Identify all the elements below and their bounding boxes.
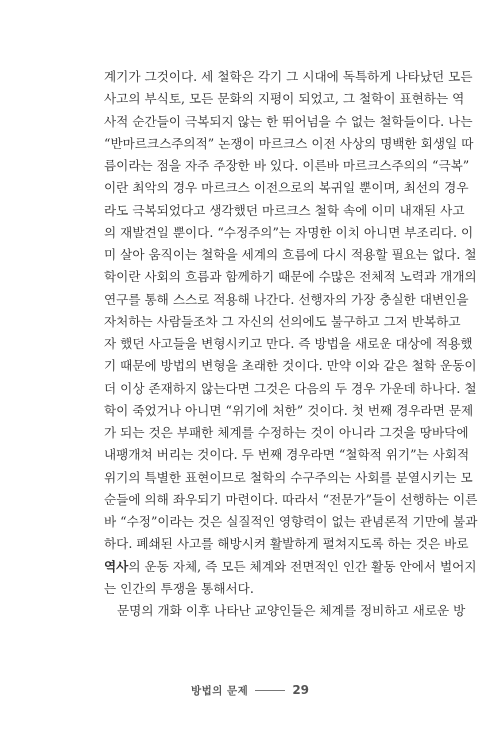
text-line-5: 름이라는 점을 자주 주장한 바 있다. 이른바 마르크스주의의 “극복”	[104, 158, 470, 173]
text-line-16: 학이 죽었거나 아니면 “위기에 처한” 것이다. 첫 번째 경우라면 문제	[104, 402, 474, 418]
text-line-20: 순들에 의해 좌우되기 마련이다. 따라서 “전문가”들이 선행하는 이른	[104, 491, 478, 507]
text-line-10: 학이란 사회의 흐름과 함께하기 때문에 수많은 전체적 노력과 개개의	[104, 269, 477, 285]
text-line-21: 바 “수정”이라는 것은 실질적인 영향력이 없는 관념론적 기만에 불과	[104, 514, 478, 529]
text-line-14: 기 때문에 방법의 변형을 초래한 것이다. 만약 이와 같은 철학 운동이	[104, 358, 477, 374]
text-line-23-rest: 의 운동 자체, 즉 모든 체계와 전면적인 인간 활동 안에서 벌어지	[128, 558, 477, 574]
text-line-2: 사고의 부식토, 모든 문화의 지평이 되었고, 그 철학이 표현하는 역	[104, 91, 465, 107]
text-line-7: 라도 극복되었다고 생각했던 마르크스 철학 속에 이미 내재된 사고	[104, 202, 465, 218]
text-line-4: “반마르크스주의적” 논쟁이 마르크스 이전 사상의 명백한 회생일 따	[104, 135, 474, 151]
text-line-1: 계기가 그것이다. 세 철학은 각기 그 시대에 독특하게 나타났던 모든	[104, 69, 473, 84]
text-line-11: 연구를 통해 스스로 적용해 나간다. 선행자의 가장 충실한 대변인을	[104, 291, 469, 307]
text-line-18: 내팽개쳐 버리는 것이다. 두 번째 경우라면 “철학적 위기”는 사회적	[104, 447, 470, 463]
footer-rule	[255, 690, 285, 691]
text-line-12: 자처하는 사람들조차 그 자신의 선의에도 불구하고 그저 반복하고	[104, 313, 461, 329]
emphasized-word: 역사	[104, 558, 129, 574]
text-line-6: 이란 최악의 경우 마르크스 이전으로의 복귀일 뿐이며, 최선의 경우	[104, 180, 469, 196]
page-number: 29	[292, 683, 310, 697]
text-line-19: 위기의 특별한 표현이므로 철학의 수구주의는 사회를 분열시키는 모	[104, 469, 473, 485]
body-text	[104, 66, 478, 622]
text-line-22: 하다. 폐쇄된 사고를 해방시켜 활발하게 펼쳐지도록 하는 것은 바로	[104, 536, 469, 552]
text-line-3: 사적 순간들이 극복되지 않는 한 뛰어넘을 수 없는 철학들이다. 나는	[104, 113, 473, 129]
text-line-9: 미 살아 움직이는 철학을 세계의 흐름에 다시 적용할 필요는 없다. 철	[104, 247, 477, 262]
text-line-15: 더 이상 존재하지 않는다면 그것은 다음의 두 경우 가운데 하나다. 철	[104, 380, 477, 396]
text-line-24: 는 인간의 투쟁을 통해서다.	[104, 580, 254, 596]
running-title: 방법의 문제	[190, 685, 249, 697]
text-line-25: 문명의 개화 이후 나타난 교양인들은 체계를 정비하고 새로운 방	[117, 603, 466, 618]
text-line-8: 의 재발견일 뿐이다. “수정주의”는 자명한 이치 아니면 부조리다. 이	[104, 224, 474, 240]
text-line-17: 가 되는 것은 부패한 체계를 수정하는 것이 아니라 그것을 땅바닥에	[104, 425, 469, 440]
text-line-13: 자 했던 사고들을 변형시키고 만다. 즉 방법을 새로운 대상에 적용했	[104, 336, 473, 351]
page-footer	[0, 683, 500, 698]
text-line-23	[104, 556, 477, 578]
